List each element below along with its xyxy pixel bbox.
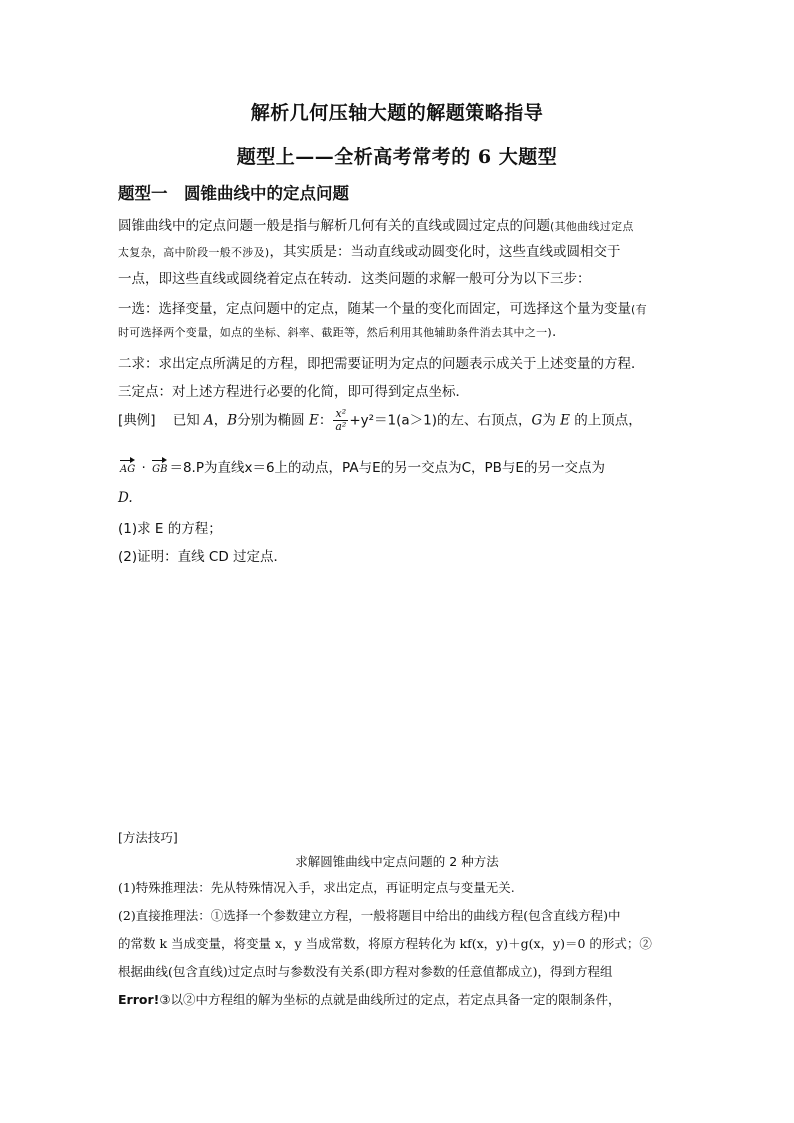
fraction-numerator: x² <box>333 408 348 421</box>
example-text: +y²＝1(a＞1)的左、右顶点， <box>349 412 532 429</box>
intro-line-3: 一点，即这些直线或圆绕着定点在转动．这类问题的求解一般可分为以下三步： <box>118 271 591 287</box>
step-one <box>118 297 647 317</box>
step-three: 三定点：对上述方程进行必要的化简，即可得到定点坐标． <box>118 384 469 400</box>
page-title: 解析几何压轴大题的解题策略指导 <box>250 102 544 124</box>
fraction <box>333 408 348 433</box>
example-text: ， <box>213 412 228 429</box>
method-subtitle: 求解圆锥曲线中定点问题的 2 种方法 <box>295 854 499 869</box>
example-tag: [典例] <box>118 412 156 429</box>
method-tag: [方法技巧] <box>118 830 178 845</box>
example-line-1 <box>118 408 642 433</box>
example-text: 分别为椭圆 <box>237 412 305 429</box>
example-text: ： <box>318 412 333 429</box>
example-text: ＝8.P为直线x＝6上的动点，PA与E的另一交点为C，PB与E的另一交点为 <box>169 460 605 476</box>
step-text: 一选：选择变量，定点问题中的定点，随某一个量的变化而固定，可选择这个量为变量 <box>118 301 631 317</box>
method-5 <box>118 990 621 1008</box>
fraction-denominator: a² <box>335 420 347 433</box>
vector-ag: AG <box>120 458 135 475</box>
error-text: Error! <box>118 992 160 1007</box>
intro-note: (其他曲线过定点 <box>550 220 634 233</box>
example-line-3: D. <box>118 490 133 506</box>
math-var: E <box>308 412 319 429</box>
question-2: (2)证明：直线 CD 过定点． <box>118 549 288 565</box>
intro-line-2 <box>118 240 621 260</box>
step-two: 二求：求出定点所满足的方程，即把需要证明为定点的问题表示成关于上述变量的方程． <box>118 356 645 372</box>
section-heading: 题型一 圆锥曲线中的定点问题 <box>118 184 349 203</box>
method-3: 的常数 k 当成变量，将变量 x，y 当成常数，将原方程转化为 kf(x，y)＋g(x，y)＝0 的形式；② <box>118 936 652 951</box>
vector-gb: GB <box>152 458 167 475</box>
method-text: ③以②中方程组的解为坐标的点就是曲线所过的定点，若定点具备一定的限制条件， <box>159 992 621 1007</box>
step-note: (有 <box>631 303 647 316</box>
intro-note: 太复杂，高中阶段一般不涉及) <box>118 246 270 259</box>
method-4: 根据曲线(包含直线)过定点时与参数没有关系(即方程对参数的任意值都成立)，得到方程组 <box>118 964 613 979</box>
example-line-2 <box>118 456 605 476</box>
intro-line-1 <box>118 214 634 234</box>
intro-text: 圆锥曲线中的定点问题一般是指与解析几何有关的直线或圆过定点的问题 <box>118 218 550 234</box>
method-1: (1)特殊推理法：先从特殊情况入手，求出定点，再证明定点与变量无关. <box>118 880 515 895</box>
math-var: A <box>204 412 214 429</box>
example-text: 为 <box>542 412 556 429</box>
step-one-cont <box>118 324 556 340</box>
dot-operator: · <box>141 460 146 476</box>
math-var: E <box>560 412 570 429</box>
math-var: B <box>227 412 238 429</box>
question-1: (1)求 E 的方程； <box>118 521 222 537</box>
example-text: 的上顶点， <box>574 412 642 429</box>
math-var: G <box>531 412 543 429</box>
step-note: 时可选择两个变量，如点的坐标、斜率、截距等，然后利用其他辅助条件消去其中之一) <box>118 326 552 339</box>
example-text: 已知 <box>172 412 200 429</box>
step-text: . <box>552 324 557 340</box>
page-subtitle: 题型上——全析高考常考的 6 大题型 <box>236 146 558 168</box>
intro-text: ，其实质是：当动直线或动圆变化时，这些直线或圆相交于 <box>269 244 621 260</box>
method-2: (2)直接推理法：①选择一个参数建立方程，一般将题目中给出的曲线方程(包含直线方程)中 <box>118 908 621 923</box>
